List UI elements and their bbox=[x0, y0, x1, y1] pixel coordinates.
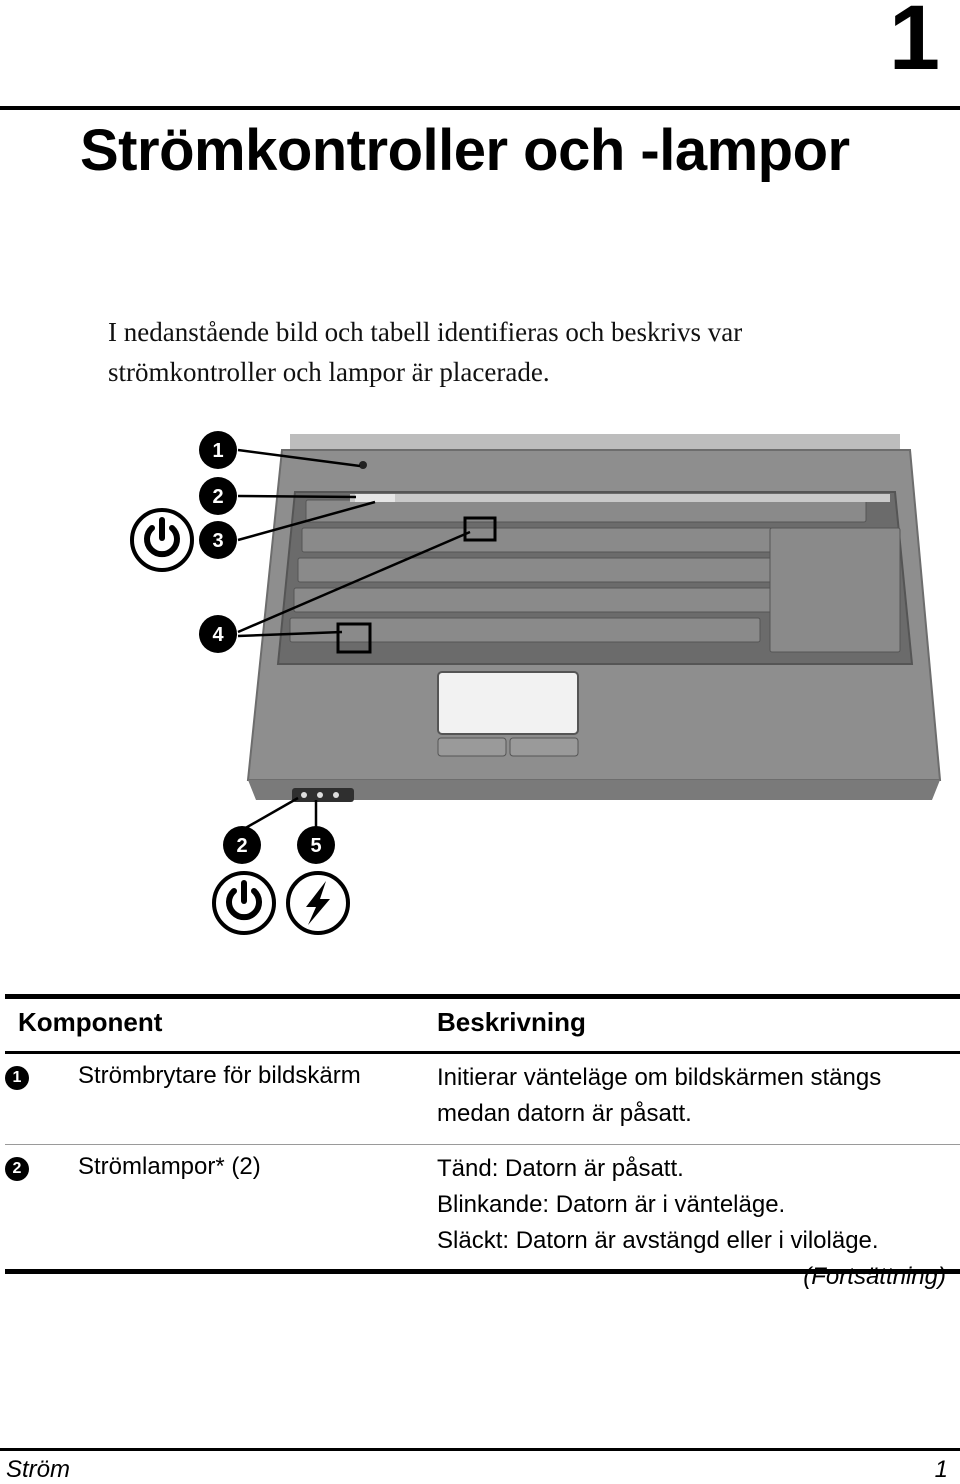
header-component: Komponent bbox=[18, 1007, 163, 1037]
svg-text:5: 5 bbox=[310, 835, 322, 857]
power-icon bbox=[132, 510, 192, 570]
row-bullet: 2 bbox=[5, 1157, 29, 1181]
description-line: Initierar vänteläge om bildskärmen stängs medan datorn är påsatt. bbox=[437, 1064, 882, 1127]
row-description bbox=[437, 1060, 960, 1132]
intro-paragraph: I nedanstående bild och tabell identifieras och beskrivs var strömkontroller och lampor är placerade. bbox=[108, 317, 743, 387]
chapter-title: Strömkontroller och -lampor bbox=[80, 118, 850, 183]
svg-text:2: 2 bbox=[236, 835, 248, 857]
top-rule bbox=[0, 106, 960, 110]
svg-text:3: 3 bbox=[212, 530, 224, 552]
component-table bbox=[5, 994, 960, 1274]
row-component: Strömlampor* (2) bbox=[78, 1153, 261, 1180]
callout-2 bbox=[199, 477, 237, 515]
header-description: Beskrivning bbox=[437, 1007, 586, 1037]
callout-5 bbox=[297, 826, 335, 864]
svg-text:1: 1 bbox=[212, 440, 224, 462]
table-header bbox=[5, 999, 960, 1051]
callout-3 bbox=[199, 521, 237, 559]
laptop-illustration bbox=[248, 434, 940, 802]
power-icon bbox=[214, 873, 274, 933]
table-row bbox=[5, 1145, 960, 1269]
laptop-figure bbox=[120, 420, 960, 950]
footer-page-number: 1 bbox=[934, 1456, 948, 1483]
row-bullet: 1 bbox=[5, 1066, 29, 1090]
chapter-number: 1 bbox=[888, 0, 940, 89]
row-description bbox=[437, 1151, 960, 1259]
callout-2-bottom bbox=[223, 826, 261, 864]
callout-4 bbox=[199, 615, 237, 653]
footer-section: Ström bbox=[6, 1456, 71, 1483]
continued-note: (Fortsättning) bbox=[803, 1263, 946, 1290]
lightning-icon bbox=[288, 873, 348, 933]
description-line: Släckt: Datorn är avstängd eller i viloläge. bbox=[437, 1227, 879, 1254]
svg-text:4: 4 bbox=[212, 624, 224, 646]
description-line: Tänd: Datorn är påsatt. bbox=[437, 1155, 684, 1182]
callout-1 bbox=[199, 431, 237, 469]
description-line: Blinkande: Datorn är i vänteläge. bbox=[437, 1191, 786, 1218]
svg-text:2: 2 bbox=[212, 486, 224, 508]
footer-rule bbox=[0, 1448, 960, 1451]
table-row bbox=[5, 1054, 960, 1144]
row-component: Strömbrytare för bildskärm bbox=[78, 1062, 361, 1089]
